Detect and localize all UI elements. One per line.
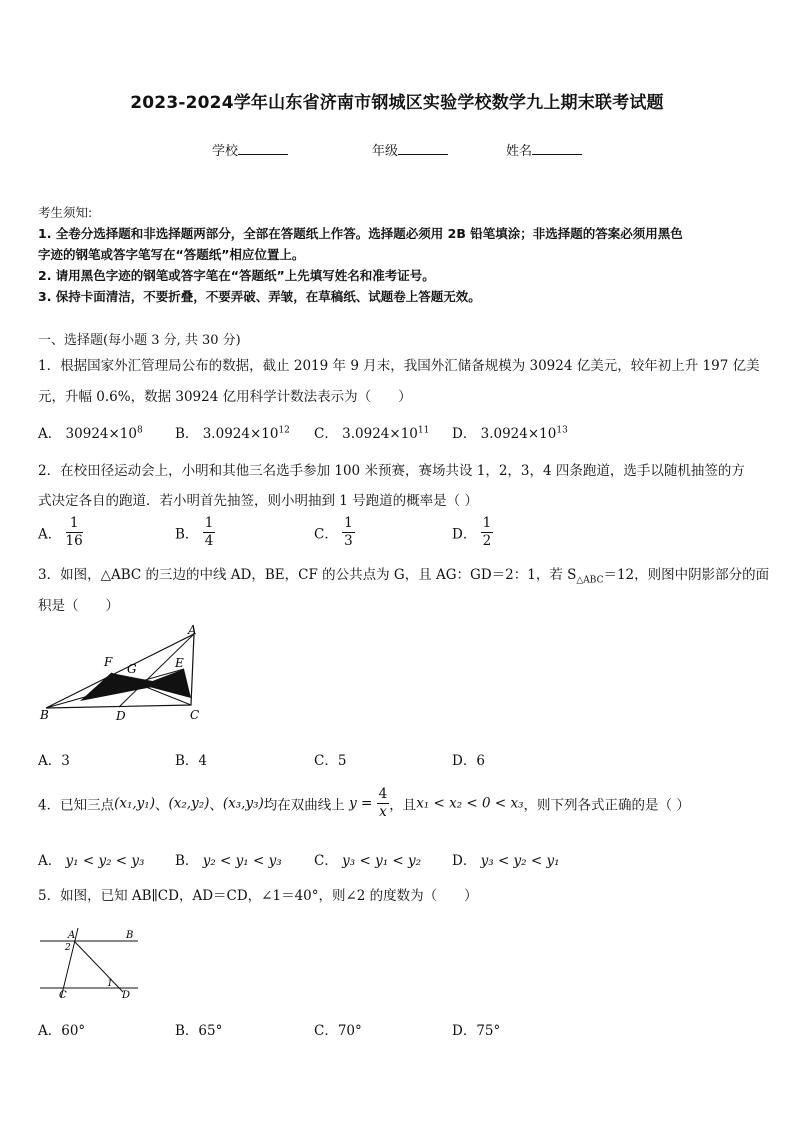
label-d: D xyxy=(116,709,126,722)
q4-option-c[interactable]: C． y₃ < y₁ < y₂ xyxy=(314,853,422,869)
label-angle-1: 1 xyxy=(107,979,113,989)
q3-option-c[interactable]: C．5 xyxy=(314,753,347,769)
q3-line-1: 3．如图，△ABC 的三边的中线 AD，BE，CF 的公共点为 G，且 AG：GD＝2：1，若 $S_{\triangle ABC}=12$，则图中阴影部分的面 xyxy=(38,567,770,586)
q3-option-b[interactable]: B．4 xyxy=(175,753,208,769)
label-c: C xyxy=(190,708,200,722)
line-ad xyxy=(74,941,123,992)
q5-line-1: 5．如图，已知 AB∥CD，AD＝CD，∠1＝40°，则∠2 的度数为（ ） xyxy=(38,888,478,904)
q1-option-c[interactable]: C． $3.0924\times 10^{11}$ xyxy=(314,425,430,442)
q5-option-b[interactable]: B．65° xyxy=(175,1023,223,1039)
grade-field[interactable]: 年级 xyxy=(372,140,448,159)
q5-option-d[interactable]: D．75° xyxy=(452,1023,501,1039)
q4-option-b[interactable]: B． y₂ < y₁ < y₃ xyxy=(175,853,282,869)
notice-heading: 考生须知: xyxy=(38,205,93,220)
parallel-lines-figure xyxy=(36,924,146,1004)
label-b: B xyxy=(40,708,49,722)
q2-b-fraction: $\frac{1}{4}$ xyxy=(204,515,214,549)
page-title: 2023-2024学年山东省济南市钢城区实验学校数学九上期末联考试题 xyxy=(130,93,664,113)
q1-option-b[interactable]: B． $3.0924\times 10^{12}$ xyxy=(175,425,290,442)
q3-option-d[interactable]: D．6 xyxy=(452,753,485,769)
label-angle-2: 2 xyxy=(65,943,71,953)
section-heading: 一、选择题(每小题 3 分, 共 30 分) xyxy=(38,333,241,348)
q5-option-c[interactable]: C．70° xyxy=(314,1023,362,1039)
notice-item-1-line-1: 1. 全卷分选择题和非选择题两部分，全部在答题纸上作答。选择题必须用 2B 铅笔填涂；非选择题的答案必须用黑色 xyxy=(38,226,683,241)
q2-a-fraction: $\frac{1}{16}$ xyxy=(65,515,83,549)
name-field[interactable]: 姓名 xyxy=(506,140,582,159)
label-a: A xyxy=(68,930,76,941)
q3-option-a[interactable]: A．3 xyxy=(38,753,70,769)
label-f: F xyxy=(104,655,113,669)
q4-function-fraction: $\frac{4}{x}$ xyxy=(378,786,388,820)
label-g: G xyxy=(127,662,137,676)
q3-line-2: 积是（ ） xyxy=(38,598,119,614)
q5-option-a[interactable]: A．60° xyxy=(38,1023,86,1039)
q1-line-1: 1．根据国家外汇管理局公布的数据，截止 2019 年 9 月末，我国外汇储备规模为 30924 亿美元，较年初上升 197 亿美 xyxy=(38,358,760,374)
q2-c-fraction: $\frac{1}{3}$ xyxy=(344,515,353,549)
label-d: D xyxy=(122,990,131,1001)
grade-blank[interactable] xyxy=(398,142,448,155)
triangle-figure xyxy=(36,622,216,722)
label-b: B xyxy=(126,930,134,941)
q2-line-2: 式决定各自的跑道．若小明首先抽签，则小明抽到 1 号跑道的概率是（ ） xyxy=(38,493,478,509)
q4-option-d[interactable]: D． y₃ < y₂ < y₁ xyxy=(452,853,560,869)
notice-item-3: 3. 保持卡面清洁，不要折叠，不要弄破、弄皱，在草稿纸、试题卷上答题无效。 xyxy=(38,289,481,304)
school-blank[interactable] xyxy=(238,142,288,155)
shaded-region-right xyxy=(142,669,191,698)
school-field[interactable]: 学校 xyxy=(212,140,288,159)
q1-line-2: 元，升幅 0.6%，数据 30924 亿用科学计数法表示为（ ） xyxy=(38,389,412,405)
q4-line: 4．已知三点(x₁,y₁)、(x₂,y₂)、(x₃,y₃)均在双曲线上 y = $\frac{4}{x}$ ，且x₁ < x₂ < 0 < x₃，则下列各式正确的是（ ） xyxy=(38,786,690,820)
notice-item-2: 2. 请用黑色字迹的钢笔或答字笔在“答题纸”上先填写姓名和准考证号。 xyxy=(38,268,435,283)
label-c: C xyxy=(59,990,67,1001)
label-a: A xyxy=(188,623,197,637)
q2-option-c[interactable]: C． $\frac{1}{3}$ xyxy=(314,515,353,549)
q2-d-fraction: $\frac{1}{2}$ xyxy=(482,515,492,549)
q4-option-a[interactable]: A． y₁ < y₂ < y₃ xyxy=(38,853,145,869)
label-e: E xyxy=(175,656,184,670)
q2-line-1: 2．在校田径运动会上，小明和其他三名选手参加 100 米预赛，赛场共设 1，2，3，4 四条跑道，选手以随机抽签的方 xyxy=(38,463,745,479)
q1-option-d[interactable]: D． $3.0924\times 10^{13}$ xyxy=(452,425,568,442)
name-blank[interactable] xyxy=(532,142,582,155)
notice-item-1-line-2: 字迹的钢笔或答字笔写在“答题纸”相应位置上。 xyxy=(38,247,305,262)
q1-option-a[interactable]: A． $30924\times 10^8$ xyxy=(38,425,143,442)
q2-option-d[interactable]: D． $\frac{1}{2}$ xyxy=(452,515,492,549)
q2-option-b[interactable]: B． $\frac{1}{4}$ xyxy=(175,515,214,549)
q2-option-a[interactable]: A． $\frac{1}{16}$ xyxy=(38,515,83,549)
